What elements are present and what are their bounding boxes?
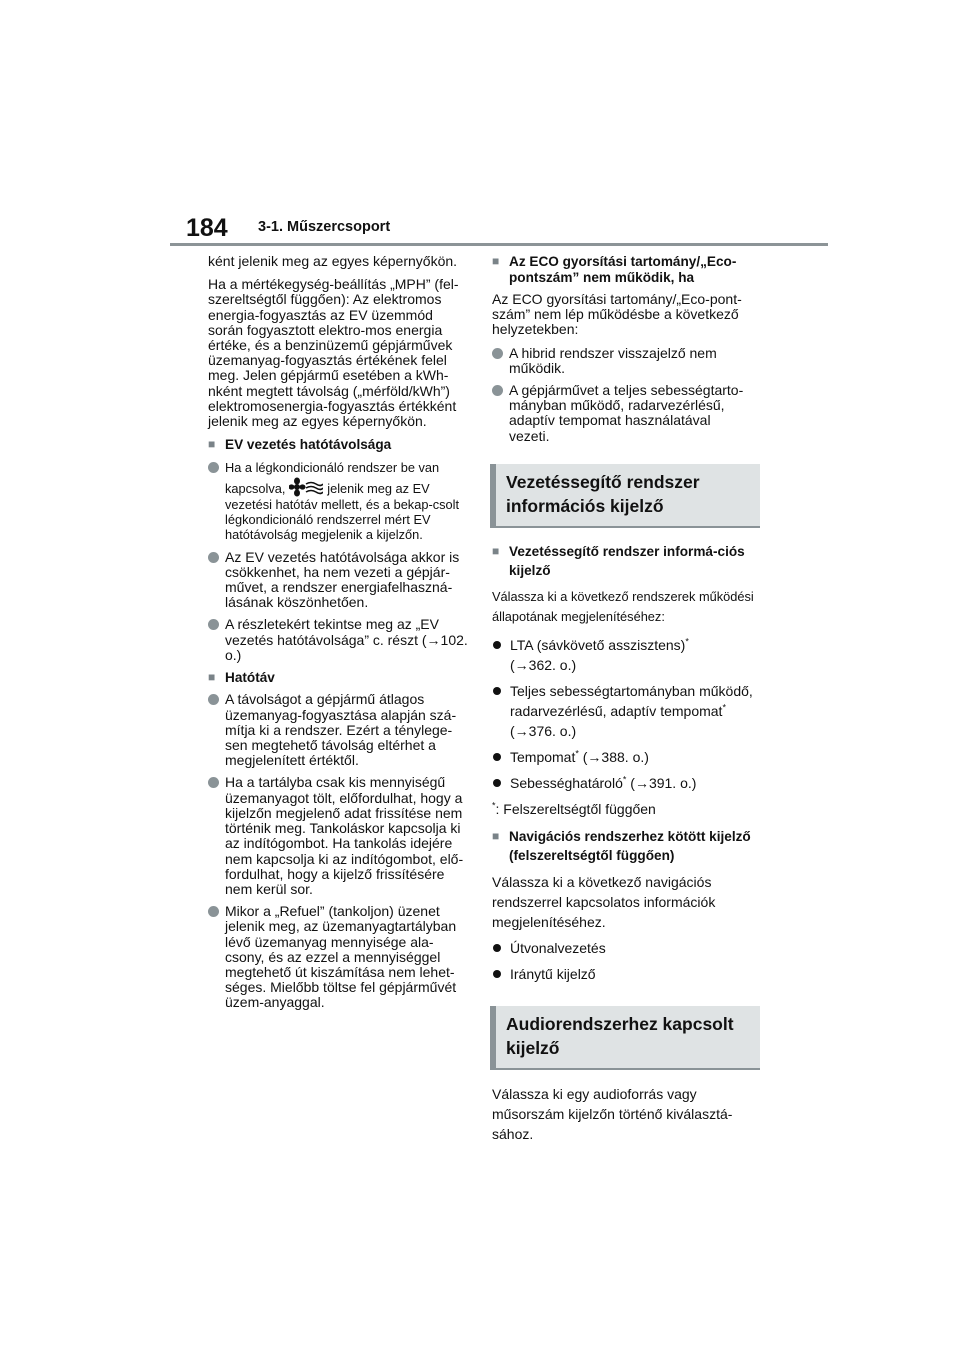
text: Iránytű kijelző — [510, 965, 596, 982]
text: : Felszereltségtől függően — [495, 800, 656, 817]
page-number: 184 — [186, 214, 228, 242]
page-reference[interactable]: (→391. o.) — [630, 774, 697, 791]
header-rule — [170, 243, 828, 246]
bullet-dot — [208, 462, 219, 473]
heading-eco-inactive: ■ Az ECO gyorsítási tartomány/„Eco-pontszám” nem működik, ha — [492, 254, 754, 285]
text: Mikor a „Refuel” (tankoljon) üzenet jelenik meg, az üzemanyagtartályban lévő üzemanyag mennyisége ala-csony, és az ezzel a mennyiséggel megtehető út kiszámítása nem lehet-séges. Mielőbb töltse fel gépjárművét üzem-anyaggal. — [225, 903, 457, 1011]
page-reference[interactable]: (→388. o.) — [582, 748, 649, 765]
heading-range: ■ Hatótáv — [208, 670, 468, 686]
text: Az EV vezetés hatótávolsága akkor is csökkenhet, ha nem vezeti a gépjár-művet, a rendszer energiafelhaszná-lásának köszönhetően. — [225, 548, 460, 611]
footnote-mark: * — [575, 748, 579, 759]
text: A hibrid rendszer visszajelző nem működik. — [509, 344, 717, 376]
text: kapcsolva, — [225, 480, 286, 496]
bullet-dot — [208, 777, 219, 788]
text: Teljes sebességtartományban működő, radarvezérlésű, adaptív tempomat — [510, 682, 753, 719]
page-reference[interactable]: (→362. o.) — [510, 656, 577, 673]
bullet-dot — [493, 779, 501, 787]
bullet-dot — [493, 641, 501, 649]
section-box-audio: Audiorendszerhez kapcsolt kijelző — [490, 1006, 760, 1070]
bullet-ev-ac — [208, 460, 468, 543]
text: A gépjárművet a teljes sebességtarto-mányban működő, radarvezérlésű, adaptív tempomat használatával vezeti. — [509, 382, 744, 444]
text: Sebességhatároló — [510, 774, 623, 791]
right-column — [492, 254, 754, 1148]
bullet-lta — [492, 635, 754, 675]
footnote-mark: * — [722, 702, 726, 713]
text: Ha a légkondicionáló rendszer be van — [225, 459, 440, 475]
section-title: 3-1. Műszercsoport — [258, 219, 391, 235]
bullet-ev-details — [208, 617, 468, 663]
text: Útvonalvezetés — [510, 939, 606, 956]
bullet-dot — [492, 385, 503, 396]
text: A távolságot a gépjármű átlagos üzemanyag-fogyasztása alapján szá-mítja ki a rendszer. Ezért a ténylege-sen megtehető távolság eltérhet a megjelenített értéktől. — [225, 691, 457, 769]
paragraph-audio: Válassza ki egy audioforrás vagy műsorszám kijelzőn történő kiválasztá-sához. — [492, 1085, 733, 1142]
text: Tempomat — [510, 748, 576, 765]
bullet-dot — [493, 970, 501, 978]
bullet-eco-acc — [492, 383, 754, 444]
text[interactable]: A részletekért tekintse meg az „EV vezetés hatótávolsága” c. részt (→102. o.) — [225, 616, 468, 663]
bullet-dot — [493, 753, 501, 761]
paragraph-eco: Az ECO gyorsítási tartomány/„Eco-pont-szám” nem lép működésbe a következő helyzetekben: — [492, 291, 742, 338]
bullet-dot — [208, 619, 219, 630]
bullet-ev-decrease — [208, 550, 468, 611]
bullet-dot — [493, 687, 501, 695]
bullet-dot — [492, 348, 503, 359]
footnote-mark: * — [685, 636, 689, 647]
paragraph-assist: Válassza ki a következő rendszerek működési állapotának megjelenítéséhez: — [492, 588, 754, 624]
paragraph: ként jelenik meg az egyes képernyőkön. — [208, 253, 458, 269]
page-reference[interactable]: (→376. o.) — [510, 722, 577, 739]
bullet-full-range-acc — [492, 681, 754, 741]
bullet-dot — [208, 906, 219, 917]
paragraph-navigation: Válassza ki a következő navigációs rendszerrel kapcsolatos információk megjelenítéséhez. — [492, 873, 716, 930]
heading-ev-range: ■ EV vezetés hatótávolsága — [208, 437, 468, 453]
climate-fan-icon — [289, 477, 323, 497]
left-column — [208, 254, 468, 1018]
bullet-cruise — [492, 747, 754, 767]
bullet-dot — [208, 552, 219, 563]
bullet-range-calc — [208, 692, 468, 768]
footnote — [492, 799, 754, 819]
bullet-dot — [493, 944, 501, 952]
bullet-eco-hybrid — [492, 346, 754, 376]
bullet-compass — [492, 964, 754, 984]
bullet-route-guidance — [492, 938, 754, 958]
heading-driver-assist: ■ Vezetéssegítő rendszer informá-ciós kijelző — [492, 542, 754, 580]
section-box-driver-assist: Vezetéssegítő rendszer információs kijelző — [490, 464, 760, 528]
bullet-dot — [208, 694, 219, 705]
bullet-speed-limiter — [492, 773, 754, 793]
text: jelenik meg az EV vezetési hatótáv mellett, és a bekap-csolt légkondicionáló rendszerrel mért EV hatótávolság megjelenik a kijelzőn. — [225, 480, 460, 543]
bullet-range-refuel-small — [208, 775, 468, 897]
paragraph-mph: Ha a mértékegység-beállítás „MPH” (fel-szereltségtől függően): Az elektromos energia-fogyasztás az EV üzemmód során fogyasztott elektro-mos energia értéke, és a benzinüzemű gépjárművek üzemanyag-fogyasztás értékének felel meg. Jelen gépjármű esetében a kWh-nként megtett távolság („mérföld/kWh”) elektromosenergia-fogyasztás értékként jelenik meg az egyes képernyőkön. — [208, 276, 459, 430]
text: Ha a tartályba csak kis mennyiségű üzemanyagot tölt, előfordulhat, hogy a kijelzőn megjelenő adat frissítése nem történik meg. Tankoláskor kapcsolja ki az indítógombot. Ha tankolás idejére nem kapcsolja ki az indítógombot, elő-fordulhat, hogy a kijelző frissítésére nem kerül sor. — [225, 774, 464, 897]
bullet-range-refuel-message — [208, 904, 468, 1010]
footnote-mark: * — [622, 774, 627, 785]
text: LTA (sávkövető asszisztens) — [510, 636, 686, 653]
footnote-mark: * — [492, 800, 496, 811]
heading-navigation: ■ Navigációs rendszerhez kötött kijelző (felszereltségtől függően) — [492, 827, 754, 865]
